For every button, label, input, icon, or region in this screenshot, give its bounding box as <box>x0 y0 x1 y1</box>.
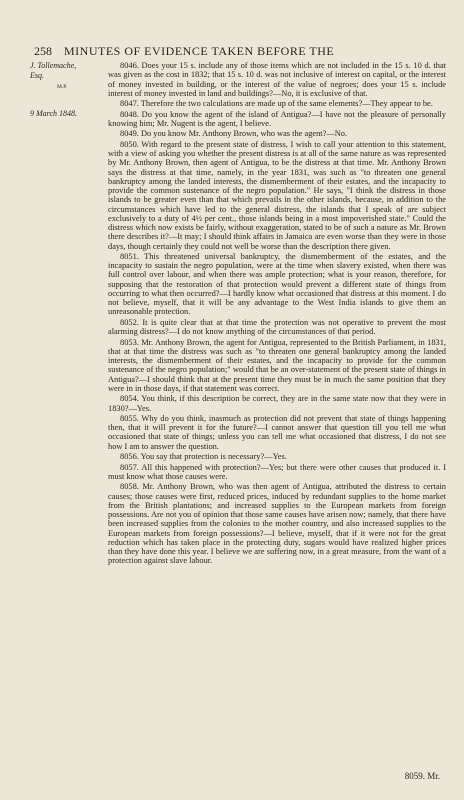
margin-note <box>30 61 88 119</box>
witness-name: J. Tollemache, Esq. <box>30 61 77 80</box>
question-paragraph: 8046. Does your 15 s. include any of those items which are not included in the 15 s. 10 d. that was given as the cost in 1832; that 15 s. 10 d. was not inclusive of interest on capital, or the interest of money invested in building, or the interest of the value of negroes; does your 15 s. include interest of money invested in land and buildings?—No, it is exclusive of that. <box>108 61 446 98</box>
question-paragraph: 8057. All this happened with protection?—Yes; but there were other causes that produced it. I must know what those causes were. <box>108 462 446 481</box>
page-header <box>34 44 444 59</box>
question-paragraph: 8056. You say that protection is necessary?—Yes. <box>120 452 287 462</box>
catchword: 8059. Mr. <box>404 771 440 781</box>
page-number: 258 <box>34 44 52 58</box>
question-paragraph: 8055. Why do you think, inasmuch as protection did not prevent that state of things happening then, that it will prevent it for the future?—I cannot answer that question till you tell me what occasioned that state of things; unless you can tell me what occasioned that distress, I do not see how I am to answer the question. <box>108 413 446 451</box>
question-paragraph: 8047. Therefore the two calculations are made up of the same elements?—They appear to be. <box>120 99 433 109</box>
question-paragraph: 8051. This threatened universal bankruptcy, the dismemberment of the estates, and the incapacity to sustain the negro population, were at the time when slavery existed, when there was full control over labour, and when there was ample protection; what is your reason, therefore, for supposing that the restoration of that protection would prevent a different state of things from occurring to what then occurred?—I hardly know what occasioned that distress at this moment. I do not believe, myself, that it will be any advantage to the West India islands to give them an unreasonable protection. <box>108 251 446 317</box>
session-date: 9 March 1848. <box>30 109 78 118</box>
question-paragraph: 8054. You think, if this description be correct, they are in the same state now that they were in 1830?—Yes. <box>108 394 446 413</box>
evidence-body <box>108 61 446 567</box>
question-paragraph: 8052. It is quite clear that at that time the protection was not operative to prevent the most alarming distress?—I do not know anything of the circumstances of that period. <box>108 317 446 337</box>
question-paragraph: 8053. Mr. Anthony Brown, the agent for Antigua, represented to the British Parliament, in 1831, that at that time the distress was such as "to threaten one general bankruptcy among the landed interests, the dismemberment of their estates, and the incapacity to provide for the common sustenance of the negro population;" would that be an over-statement of the present state of things in Antigua?—I should think that at the present time they must be in much the same position that they were in in those days, if that statement was correct. <box>108 337 446 393</box>
question-paragraph: 8049. Do you know Mr. Anthony Brown, who was the agent?—No. <box>120 129 348 139</box>
question-paragraph: 8050. With regard to the present state of distress, I wish to call your attention to this statement, with a view of asking you whether the present distress is at all of the same nature as was represented by Mr. Anthony Brown, then agent of Antigua, to be the distress at that time. Mr. Anthony Brown says the distress at that time, namely, in the year 1831, was such as "to threaten one general bankruptcy among the landed interests, the dismemberment of their estates, and the incapacity to provide the common sustenance of the negro population." He says, "I think the distress in those islands to be greater even than that which prevails in the other islands, because, in addition to the circumstances which have led to the general distress, the islands that I speak of are subject exclusively to a duty of 4½ per cent., those islands being in a most impoverished state." Could the distress which now exists be fairly, without exaggeration, stated to be of such a nature as Mr. Brown there describes it?—It may; I should think affairs in Jamaica are even worse than they were in those days, though certainly they could not well be worse than the description there given. <box>108 139 446 251</box>
question-paragraph: 8058. Mr. Anthony Brown, who was then agent of Antigua, attributed the distress to certain causes; those causes were first, reduced prices, induced by redundant supplies to the home market from the British plantations; and increased supplies to the European markets from foreign possessions. Are not you of opinion that those same causes have arisen now; namely, that there have been increased supplies from the colonies to the mother country, and also increased supplies to the European markets from foreign possessions?—I believe, myself, that if it were not for the great reduction which has taken place in the protecting duty, sugars would have realized higher prices than they have done this year. I believe we are suffering now, in a great measure, from the want of a protection against slave labour. <box>108 482 446 566</box>
question-paragraph: 8048. Do you know the agent of the island of Antigua?—I have not the pleasure of personally knowing him; Mr. Nugent is the agent, I believe. <box>108 109 446 128</box>
witness-title: M.P. <box>56 84 68 90</box>
running-head: MINUTES OF EVIDENCE TAKEN BEFORE THE <box>64 44 335 58</box>
